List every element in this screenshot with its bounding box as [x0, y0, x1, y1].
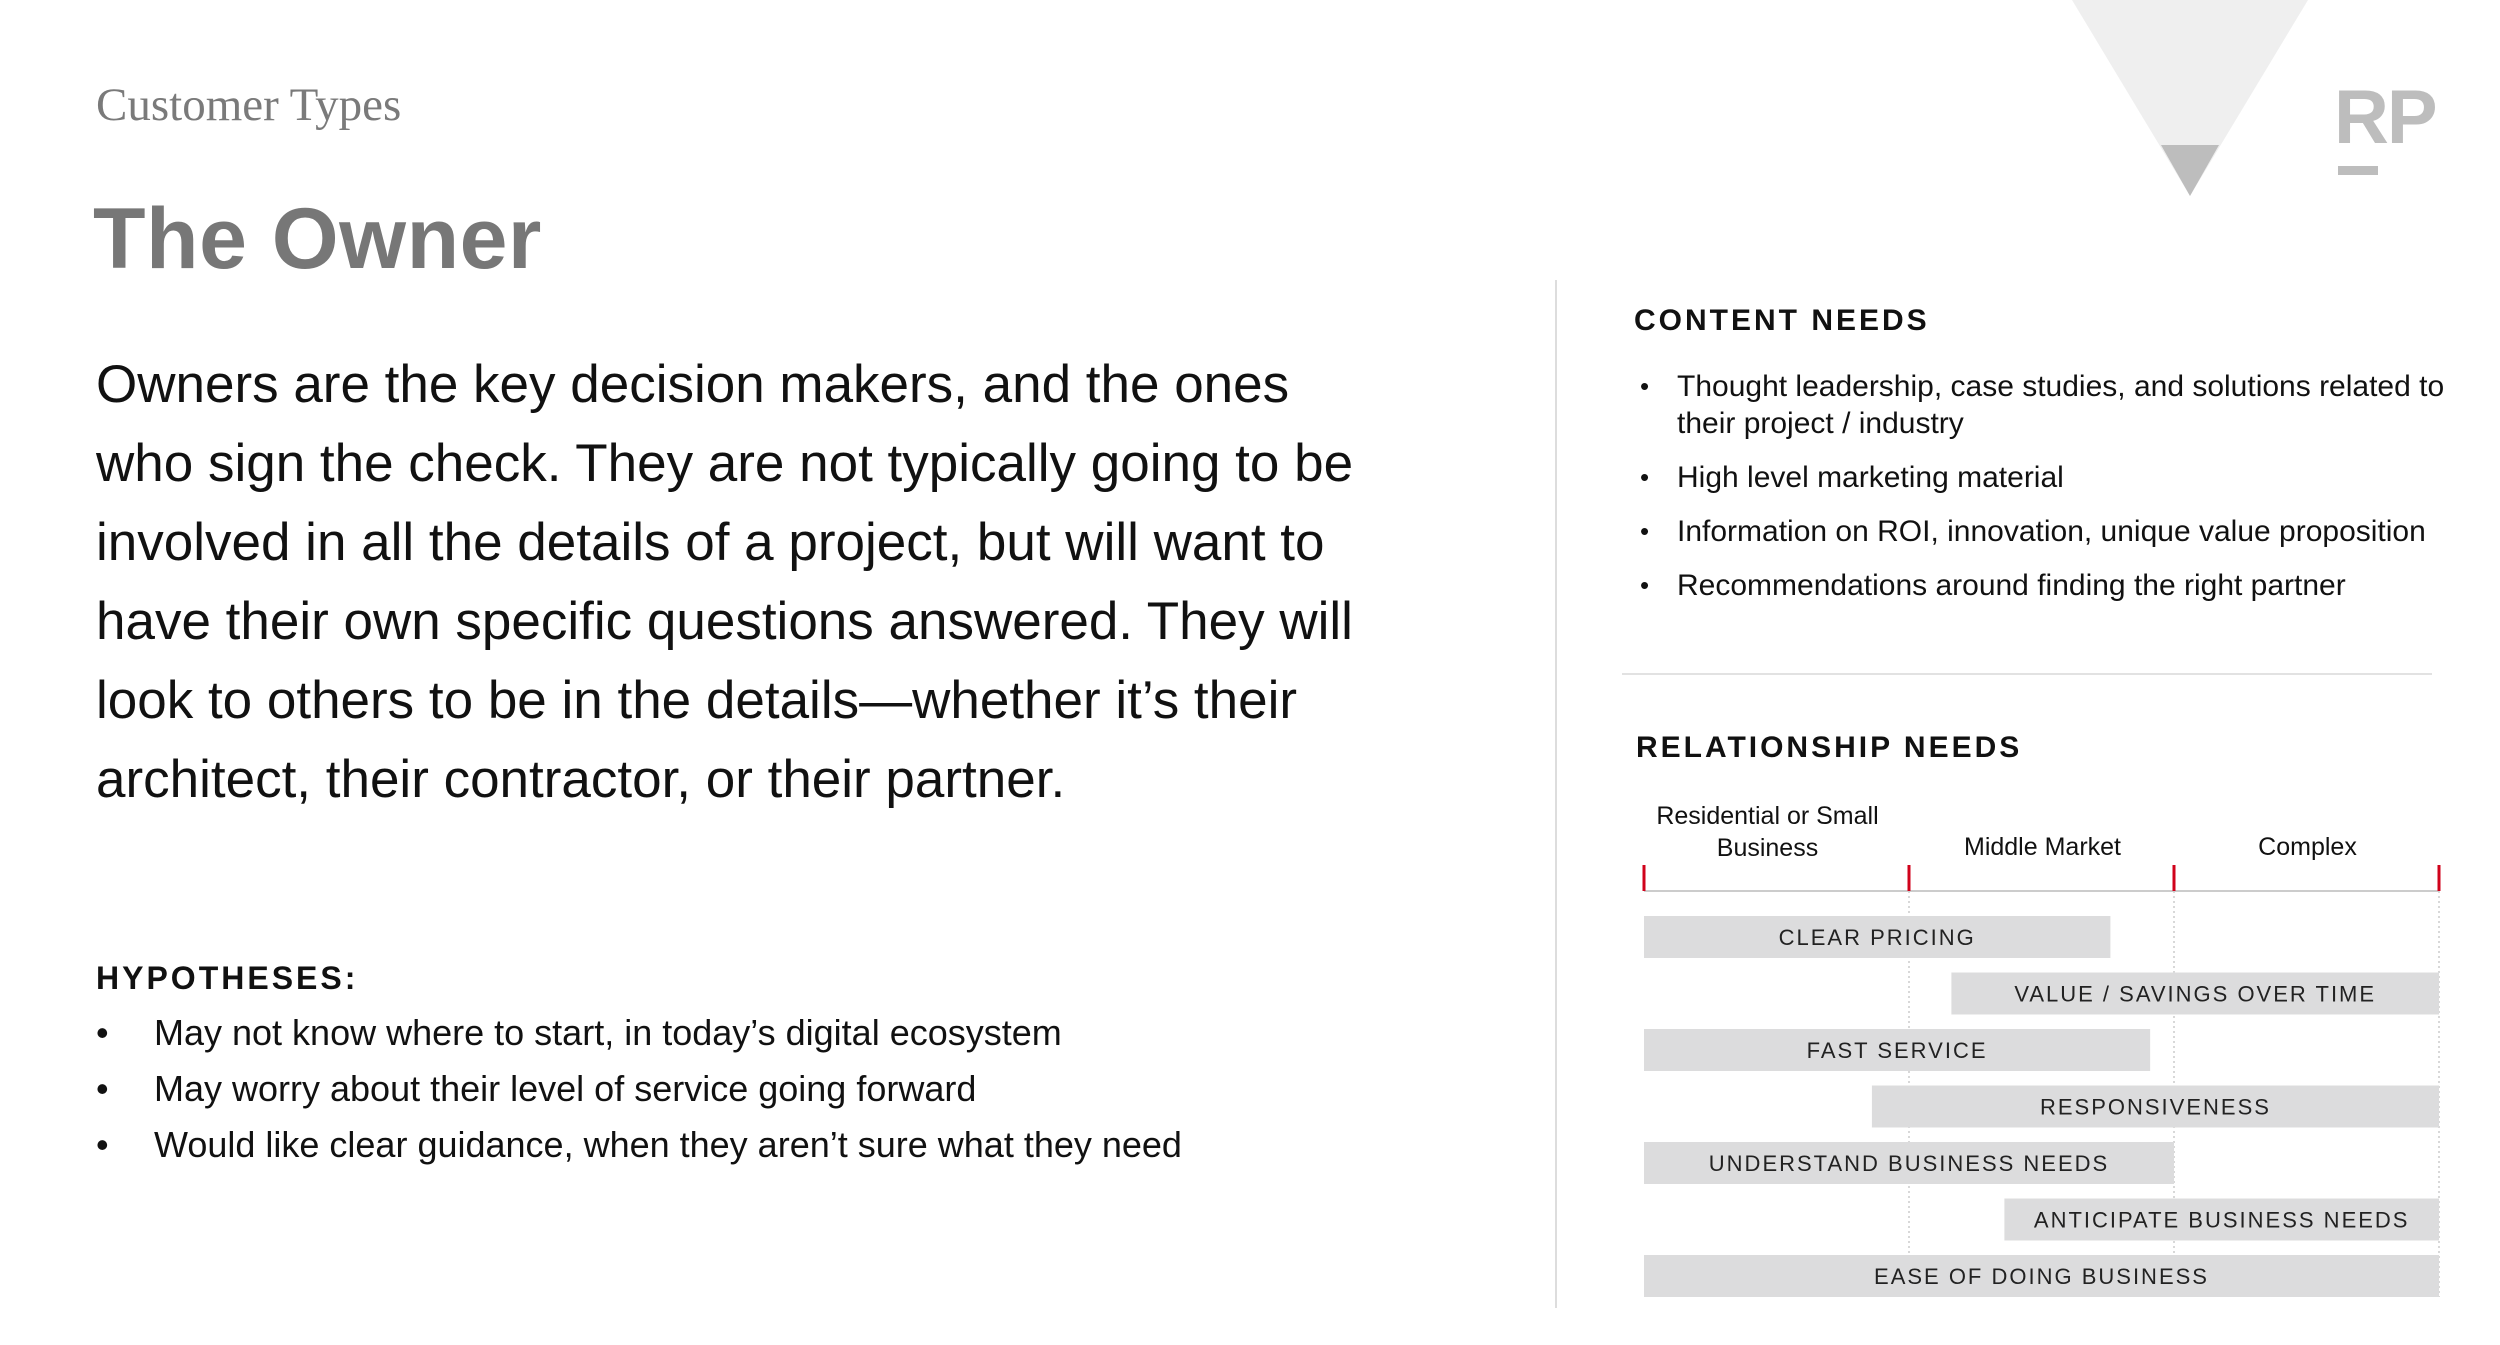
need-bar-label: EASE OF DOING BUSINESS — [1874, 1264, 2209, 1289]
need-bar-label: FAST SERVICE — [1806, 1038, 1988, 1063]
content-need-item: • Recommendations around finding the right partner — [1640, 567, 2455, 604]
need-bar-label: VALUE / SAVINGS OVER TIME — [2014, 981, 2377, 1007]
hypothesis-item: • May not know where to start, in today’s digital ecosystem — [96, 1005, 1182, 1061]
content-need-item: • High level marketing material — [1640, 459, 2455, 496]
need-bar-label: CLEAR PRICING — [1778, 925, 1976, 950]
section-label: Customer Types — [96, 79, 402, 131]
horizontal-divider — [1622, 673, 2432, 675]
relationship-needs-heading: RELATIONSHIP NEEDS — [1636, 731, 2023, 764]
logo-underline — [2338, 166, 2378, 175]
content-needs-list — [1640, 368, 2455, 621]
relationship-needs-chart — [1630, 855, 2450, 1305]
need-bar-label: UNDERSTAND BUSINESS NEEDS — [1708, 1151, 2110, 1176]
hypotheses-heading: HYPOTHESES: — [96, 960, 359, 996]
vertical-divider — [1555, 280, 1557, 1308]
need-bar-label: ANTICIPATE BUSINESS NEEDS — [2033, 1207, 2410, 1233]
hypotheses-list — [96, 1005, 1182, 1173]
hypothesis-item: • May worry about their level of service going forward — [96, 1061, 1182, 1117]
content-need-item: • Information on ROI, innovation, unique value proposition — [1640, 513, 2455, 550]
segment-label-complex: Complex — [2258, 833, 2357, 861]
page-title: The Owner — [93, 191, 542, 287]
segment-label-residential: Residential or Small Business — [1656, 802, 1879, 862]
content-need-item: • Thought leadership, case studies, and solutions related to their project / industry — [1640, 368, 2455, 442]
rp-logo — [2334, 75, 2444, 180]
hypothesis-item: • Would like clear guidance, when they aren’t sure what they need — [96, 1117, 1182, 1173]
segment-label-middle-market: Middle Market — [1964, 833, 2121, 861]
need-bar-label: RESPONSIVENESS — [2039, 1094, 2271, 1120]
logo-text: RP — [2334, 75, 2436, 160]
content-needs-heading: CONTENT NEEDS — [1634, 304, 1930, 337]
intro-paragraph: Owners are the key decision makers, and the ones who sign the check. They are not typically going to be involved in all the details of a project, but will want to have their own specific questions answered. They will look to others to be in the details—whether it’s their architect, their contractor, or their partner. — [96, 355, 1354, 809]
triangle-mark-icon — [2072, 0, 2308, 200]
